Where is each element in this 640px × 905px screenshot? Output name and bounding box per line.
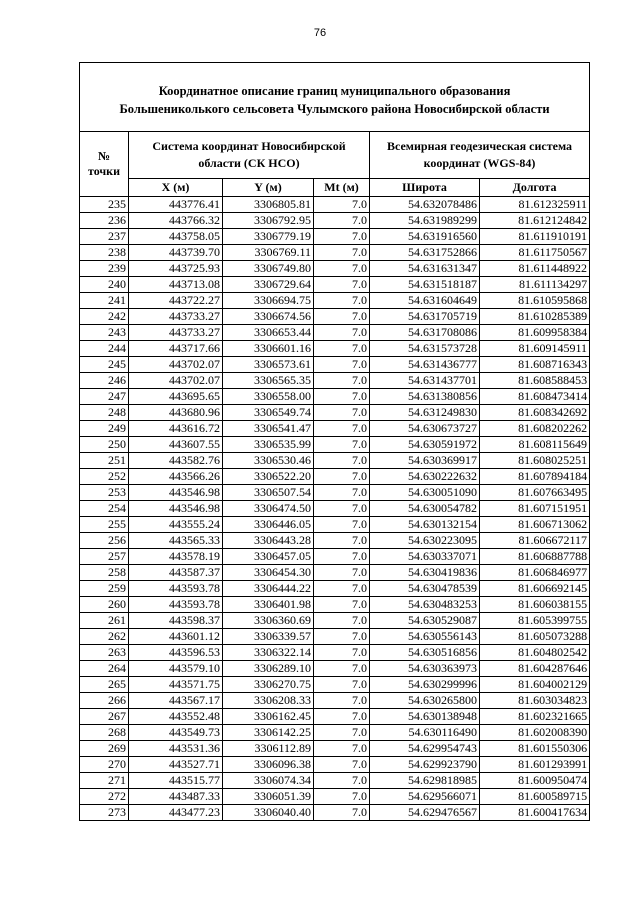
y-cell: 3306443.28 bbox=[223, 533, 314, 549]
longitude-cell: 81.610595868 bbox=[480, 293, 590, 309]
point-number-cell: 237 bbox=[80, 229, 129, 245]
longitude-cell: 81.612124842 bbox=[480, 213, 590, 229]
mt-cell: 7.0 bbox=[314, 501, 370, 517]
mt-cell: 7.0 bbox=[314, 773, 370, 789]
point-number-cell: 245 bbox=[80, 357, 129, 373]
y-cell: 3306074.34 bbox=[223, 773, 314, 789]
mt-cell: 7.0 bbox=[314, 437, 370, 453]
latitude-cell: 54.630116490 bbox=[370, 725, 480, 741]
longitude-cell: 81.604802542 bbox=[480, 645, 590, 661]
latitude-cell: 54.631249830 bbox=[370, 405, 480, 421]
table-row bbox=[80, 485, 590, 501]
longitude-cell: 81.606887788 bbox=[480, 549, 590, 565]
y-cell: 3306749.80 bbox=[223, 261, 314, 277]
point-number-cell: 240 bbox=[80, 277, 129, 293]
x-cell: 443515.77 bbox=[129, 773, 223, 789]
page-number: 76 bbox=[313, 27, 327, 39]
table-row bbox=[80, 565, 590, 581]
longitude-cell: 81.608202262 bbox=[480, 421, 590, 437]
y-cell: 3306051.39 bbox=[223, 789, 314, 805]
longitude-cell: 81.606846977 bbox=[480, 565, 590, 581]
table-row bbox=[80, 805, 590, 821]
x-cell: 443680.96 bbox=[129, 405, 223, 421]
latitude-cell: 54.631631347 bbox=[370, 261, 480, 277]
mt-cell: 7.0 bbox=[314, 693, 370, 709]
mt-cell: 7.0 bbox=[314, 661, 370, 677]
table-row bbox=[80, 741, 590, 757]
table-row bbox=[80, 757, 590, 773]
longitude-cell: 81.605073288 bbox=[480, 629, 590, 645]
table-row bbox=[80, 517, 590, 533]
latitude-cell: 54.631436777 bbox=[370, 357, 480, 373]
y-cell: 3306112.89 bbox=[223, 741, 314, 757]
mt-cell: 7.0 bbox=[314, 469, 370, 485]
point-number-cell: 242 bbox=[80, 309, 129, 325]
mt-cell: 7.0 bbox=[314, 629, 370, 645]
mt-header: Mt (м) bbox=[314, 179, 370, 197]
table-row bbox=[80, 277, 590, 293]
y-cell: 3306805.81 bbox=[223, 197, 314, 213]
table-row bbox=[80, 309, 590, 325]
point-number-cell: 259 bbox=[80, 581, 129, 597]
table-row bbox=[80, 373, 590, 389]
x-header: X (м) bbox=[129, 179, 223, 197]
wgs-system-header: Всемирная геодезическая система координат (WGS-84) bbox=[370, 132, 590, 179]
longitude-cell: 81.602321665 bbox=[480, 709, 590, 725]
mt-cell: 7.0 bbox=[314, 277, 370, 293]
y-cell: 3306507.54 bbox=[223, 485, 314, 501]
longitude-cell: 81.606038155 bbox=[480, 597, 590, 613]
x-cell: 443596.53 bbox=[129, 645, 223, 661]
table-row bbox=[80, 341, 590, 357]
table-row bbox=[80, 773, 590, 789]
y-cell: 3306653.44 bbox=[223, 325, 314, 341]
latitude-cell: 54.630529087 bbox=[370, 613, 480, 629]
table-body bbox=[80, 197, 590, 821]
longitude-cell: 81.606692145 bbox=[480, 581, 590, 597]
mt-cell: 7.0 bbox=[314, 581, 370, 597]
y-cell: 3306549.74 bbox=[223, 405, 314, 421]
x-cell: 443733.27 bbox=[129, 309, 223, 325]
mt-cell: 7.0 bbox=[314, 245, 370, 261]
mt-cell: 7.0 bbox=[314, 725, 370, 741]
point-number-cell: 271 bbox=[80, 773, 129, 789]
point-number-cell: 252 bbox=[80, 469, 129, 485]
point-number-cell: 247 bbox=[80, 389, 129, 405]
x-cell: 443616.72 bbox=[129, 421, 223, 437]
longitude-cell: 81.603034823 bbox=[480, 693, 590, 709]
longitude-cell: 81.608115649 bbox=[480, 437, 590, 453]
x-cell: 443546.98 bbox=[129, 485, 223, 501]
point-number-cell: 265 bbox=[80, 677, 129, 693]
latitude-cell: 54.630222632 bbox=[370, 469, 480, 485]
point-number-cell: 250 bbox=[80, 437, 129, 453]
mt-cell: 7.0 bbox=[314, 613, 370, 629]
table-row bbox=[80, 613, 590, 629]
mt-cell: 7.0 bbox=[314, 757, 370, 773]
latitude-cell: 54.630483253 bbox=[370, 597, 480, 613]
latitude-cell: 54.629818985 bbox=[370, 773, 480, 789]
x-cell: 443555.24 bbox=[129, 517, 223, 533]
latitude-cell: 54.631380856 bbox=[370, 389, 480, 405]
latitude-cell: 54.630051090 bbox=[370, 485, 480, 501]
x-cell: 443552.48 bbox=[129, 709, 223, 725]
point-number-cell: 244 bbox=[80, 341, 129, 357]
latitude-cell: 54.630516856 bbox=[370, 645, 480, 661]
table-row bbox=[80, 261, 590, 277]
y-cell: 3306096.38 bbox=[223, 757, 314, 773]
mt-cell: 7.0 bbox=[314, 517, 370, 533]
mt-cell: 7.0 bbox=[314, 405, 370, 421]
point-number-header: № точки bbox=[80, 132, 129, 197]
table-row bbox=[80, 293, 590, 309]
y-cell: 3306474.50 bbox=[223, 501, 314, 517]
mt-cell: 7.0 bbox=[314, 325, 370, 341]
x-cell: 443776.41 bbox=[129, 197, 223, 213]
point-number-cell: 269 bbox=[80, 741, 129, 757]
latitude-cell: 54.631708086 bbox=[370, 325, 480, 341]
x-cell: 443717.66 bbox=[129, 341, 223, 357]
x-cell: 443593.78 bbox=[129, 597, 223, 613]
x-cell: 443702.07 bbox=[129, 357, 223, 373]
mt-cell: 7.0 bbox=[314, 261, 370, 277]
mt-cell: 7.0 bbox=[314, 709, 370, 725]
point-number-cell: 255 bbox=[80, 517, 129, 533]
longitude-cell: 81.612325911 bbox=[480, 197, 590, 213]
longitude-cell: 81.608025251 bbox=[480, 453, 590, 469]
latitude-cell: 54.631752866 bbox=[370, 245, 480, 261]
y-cell: 3306322.14 bbox=[223, 645, 314, 661]
point-number-cell: 260 bbox=[80, 597, 129, 613]
point-number-cell: 263 bbox=[80, 645, 129, 661]
x-cell: 443601.12 bbox=[129, 629, 223, 645]
mt-cell: 7.0 bbox=[314, 421, 370, 437]
table-row bbox=[80, 501, 590, 517]
mt-cell: 7.0 bbox=[314, 197, 370, 213]
mt-cell: 7.0 bbox=[314, 309, 370, 325]
point-number-cell: 256 bbox=[80, 533, 129, 549]
y-cell: 3306694.75 bbox=[223, 293, 314, 309]
point-number-cell: 272 bbox=[80, 789, 129, 805]
table-row bbox=[80, 533, 590, 549]
longitude-cell: 81.609145911 bbox=[480, 341, 590, 357]
latitude-cell: 54.630299996 bbox=[370, 677, 480, 693]
longitude-cell: 81.604287646 bbox=[480, 661, 590, 677]
longitude-cell: 81.604002129 bbox=[480, 677, 590, 693]
y-cell: 3306541.47 bbox=[223, 421, 314, 437]
point-number-cell: 238 bbox=[80, 245, 129, 261]
point-number-cell: 236 bbox=[80, 213, 129, 229]
latitude-cell: 54.631437701 bbox=[370, 373, 480, 389]
y-cell: 3306360.69 bbox=[223, 613, 314, 629]
point-number-cell: 253 bbox=[80, 485, 129, 501]
longitude-header: Долгота bbox=[480, 179, 590, 197]
table-row bbox=[80, 581, 590, 597]
title-line-2: Большениколького сельсовета Чулымского района Новосибирской области bbox=[119, 102, 550, 116]
y-cell: 3306779.19 bbox=[223, 229, 314, 245]
table-row bbox=[80, 357, 590, 373]
longitude-cell: 81.608716343 bbox=[480, 357, 590, 373]
point-number-cell: 249 bbox=[80, 421, 129, 437]
y-cell: 3306457.05 bbox=[223, 549, 314, 565]
table-row bbox=[80, 453, 590, 469]
point-number-cell: 273 bbox=[80, 805, 129, 821]
latitude-cell: 54.629954743 bbox=[370, 741, 480, 757]
x-cell: 443725.93 bbox=[129, 261, 223, 277]
x-cell: 443722.27 bbox=[129, 293, 223, 309]
longitude-cell: 81.600589715 bbox=[480, 789, 590, 805]
table-row bbox=[80, 229, 590, 245]
x-cell: 443598.37 bbox=[129, 613, 223, 629]
longitude-cell: 81.611910191 bbox=[480, 229, 590, 245]
y-cell: 3306289.10 bbox=[223, 661, 314, 677]
latitude-cell: 54.630223095 bbox=[370, 533, 480, 549]
table-row bbox=[80, 661, 590, 677]
mt-cell: 7.0 bbox=[314, 213, 370, 229]
longitude-cell: 81.600417634 bbox=[480, 805, 590, 821]
y-cell: 3306208.33 bbox=[223, 693, 314, 709]
mt-cell: 7.0 bbox=[314, 373, 370, 389]
y-cell: 3306565.35 bbox=[223, 373, 314, 389]
y-cell: 3306769.11 bbox=[223, 245, 314, 261]
longitude-cell: 81.601550306 bbox=[480, 741, 590, 757]
x-cell: 443713.08 bbox=[129, 277, 223, 293]
longitude-cell: 81.608473414 bbox=[480, 389, 590, 405]
latitude-cell: 54.631573728 bbox=[370, 341, 480, 357]
table-row bbox=[80, 325, 590, 341]
table-row bbox=[80, 421, 590, 437]
table-row bbox=[80, 709, 590, 725]
y-cell: 3306454.30 bbox=[223, 565, 314, 581]
y-cell: 3306339.57 bbox=[223, 629, 314, 645]
table-row bbox=[80, 437, 590, 453]
latitude-cell: 54.631989299 bbox=[370, 213, 480, 229]
mt-cell: 7.0 bbox=[314, 565, 370, 581]
x-cell: 443587.37 bbox=[129, 565, 223, 581]
point-number-cell: 267 bbox=[80, 709, 129, 725]
x-cell: 443695.65 bbox=[129, 389, 223, 405]
point-number-cell: 246 bbox=[80, 373, 129, 389]
y-cell: 3306040.40 bbox=[223, 805, 314, 821]
local-system-header: Система координат Новосибирской области (СК НСО) bbox=[129, 132, 370, 179]
latitude-cell: 54.631916560 bbox=[370, 229, 480, 245]
mt-cell: 7.0 bbox=[314, 453, 370, 469]
point-number-cell: 239 bbox=[80, 261, 129, 277]
longitude-cell: 81.607663495 bbox=[480, 485, 590, 501]
point-number-cell: 261 bbox=[80, 613, 129, 629]
x-cell: 443593.78 bbox=[129, 581, 223, 597]
table-row bbox=[80, 197, 590, 213]
y-cell: 3306522.20 bbox=[223, 469, 314, 485]
point-number-cell: 270 bbox=[80, 757, 129, 773]
latitude-cell: 54.630591972 bbox=[370, 437, 480, 453]
x-cell: 443531.36 bbox=[129, 741, 223, 757]
latitude-cell: 54.631604649 bbox=[370, 293, 480, 309]
x-cell: 443527.71 bbox=[129, 757, 223, 773]
x-cell: 443546.98 bbox=[129, 501, 223, 517]
longitude-cell: 81.607151951 bbox=[480, 501, 590, 517]
y-cell: 3306674.56 bbox=[223, 309, 314, 325]
latitude-cell: 54.630132154 bbox=[370, 517, 480, 533]
latitude-cell: 54.630363973 bbox=[370, 661, 480, 677]
point-number-cell: 254 bbox=[80, 501, 129, 517]
latitude-cell: 54.630265800 bbox=[370, 693, 480, 709]
x-cell: 443566.26 bbox=[129, 469, 223, 485]
mt-cell: 7.0 bbox=[314, 789, 370, 805]
longitude-cell: 81.601293991 bbox=[480, 757, 590, 773]
latitude-cell: 54.630337071 bbox=[370, 549, 480, 565]
x-cell: 443549.73 bbox=[129, 725, 223, 741]
longitude-cell: 81.611750567 bbox=[480, 245, 590, 261]
table-row bbox=[80, 789, 590, 805]
longitude-cell: 81.600950474 bbox=[480, 773, 590, 789]
x-cell: 443571.75 bbox=[129, 677, 223, 693]
y-cell: 3306535.99 bbox=[223, 437, 314, 453]
mt-cell: 7.0 bbox=[314, 549, 370, 565]
point-number-cell: 243 bbox=[80, 325, 129, 341]
y-cell: 3306142.25 bbox=[223, 725, 314, 741]
point-number-cell: 235 bbox=[80, 197, 129, 213]
longitude-cell: 81.607894184 bbox=[480, 469, 590, 485]
x-cell: 443702.07 bbox=[129, 373, 223, 389]
latitude-cell: 54.630556143 bbox=[370, 629, 480, 645]
table-row bbox=[80, 677, 590, 693]
longitude-cell: 81.608342692 bbox=[480, 405, 590, 421]
mt-cell: 7.0 bbox=[314, 357, 370, 373]
longitude-cell: 81.606672117 bbox=[480, 533, 590, 549]
mt-cell: 7.0 bbox=[314, 229, 370, 245]
latitude-cell: 54.630369917 bbox=[370, 453, 480, 469]
mt-cell: 7.0 bbox=[314, 293, 370, 309]
y-cell: 3306573.61 bbox=[223, 357, 314, 373]
table-row bbox=[80, 405, 590, 421]
latitude-header: Широта bbox=[370, 179, 480, 197]
longitude-cell: 81.608588453 bbox=[480, 373, 590, 389]
y-cell: 3306601.16 bbox=[223, 341, 314, 357]
point-number-cell: 241 bbox=[80, 293, 129, 309]
longitude-cell: 81.611134297 bbox=[480, 277, 590, 293]
point-number-cell: 266 bbox=[80, 693, 129, 709]
point-number-cell: 268 bbox=[80, 725, 129, 741]
y-cell: 3306270.75 bbox=[223, 677, 314, 693]
x-cell: 443739.70 bbox=[129, 245, 223, 261]
point-number-cell: 262 bbox=[80, 629, 129, 645]
table-row bbox=[80, 245, 590, 261]
table-row bbox=[80, 645, 590, 661]
x-cell: 443565.33 bbox=[129, 533, 223, 549]
longitude-cell: 81.602008390 bbox=[480, 725, 590, 741]
mt-cell: 7.0 bbox=[314, 805, 370, 821]
x-cell: 443733.27 bbox=[129, 325, 223, 341]
table-row bbox=[80, 629, 590, 645]
longitude-cell: 81.611448922 bbox=[480, 261, 590, 277]
table-row bbox=[80, 389, 590, 405]
x-cell: 443579.10 bbox=[129, 661, 223, 677]
latitude-cell: 54.629476567 bbox=[370, 805, 480, 821]
longitude-cell: 81.605399755 bbox=[480, 613, 590, 629]
mt-cell: 7.0 bbox=[314, 533, 370, 549]
x-cell: 443487.33 bbox=[129, 789, 223, 805]
x-cell: 443766.32 bbox=[129, 213, 223, 229]
table-row bbox=[80, 725, 590, 741]
point-number-cell: 248 bbox=[80, 405, 129, 421]
point-number-cell: 258 bbox=[80, 565, 129, 581]
mt-cell: 7.0 bbox=[314, 677, 370, 693]
table-row bbox=[80, 213, 590, 229]
mt-cell: 7.0 bbox=[314, 741, 370, 757]
x-cell: 443578.19 bbox=[129, 549, 223, 565]
mt-cell: 7.0 bbox=[314, 485, 370, 501]
latitude-cell: 54.630138948 bbox=[370, 709, 480, 725]
point-number-cell: 257 bbox=[80, 549, 129, 565]
latitude-cell: 54.630478539 bbox=[370, 581, 480, 597]
x-cell: 443758.05 bbox=[129, 229, 223, 245]
y-cell: 3306792.95 bbox=[223, 213, 314, 229]
mt-cell: 7.0 bbox=[314, 389, 370, 405]
mt-cell: 7.0 bbox=[314, 645, 370, 661]
latitude-cell: 54.631705719 bbox=[370, 309, 480, 325]
x-cell: 443567.17 bbox=[129, 693, 223, 709]
latitude-cell: 54.632078486 bbox=[370, 197, 480, 213]
title-line-1: Координатное описание границ муниципального образования bbox=[158, 84, 511, 98]
mt-cell: 7.0 bbox=[314, 341, 370, 357]
longitude-cell: 81.610285389 bbox=[480, 309, 590, 325]
y-cell: 3306444.22 bbox=[223, 581, 314, 597]
table-row bbox=[80, 549, 590, 565]
table-row bbox=[80, 469, 590, 485]
table-row bbox=[80, 693, 590, 709]
y-header: Y (м) bbox=[223, 179, 314, 197]
y-cell: 3306558.00 bbox=[223, 389, 314, 405]
x-cell: 443607.55 bbox=[129, 437, 223, 453]
latitude-cell: 54.629566071 bbox=[370, 789, 480, 805]
table-row bbox=[80, 597, 590, 613]
latitude-cell: 54.629923790 bbox=[370, 757, 480, 773]
y-cell: 3306162.45 bbox=[223, 709, 314, 725]
mt-cell: 7.0 bbox=[314, 597, 370, 613]
latitude-cell: 54.630054782 bbox=[370, 501, 480, 517]
y-cell: 3306446.05 bbox=[223, 517, 314, 533]
y-cell: 3306401.98 bbox=[223, 597, 314, 613]
longitude-cell: 81.609958384 bbox=[480, 325, 590, 341]
y-cell: 3306530.46 bbox=[223, 453, 314, 469]
x-cell: 443477.23 bbox=[129, 805, 223, 821]
latitude-cell: 54.631518187 bbox=[370, 277, 480, 293]
latitude-cell: 54.630673727 bbox=[370, 421, 480, 437]
table-title bbox=[80, 63, 590, 132]
coordinates-table bbox=[79, 62, 590, 821]
point-number-cell: 264 bbox=[80, 661, 129, 677]
x-cell: 443582.76 bbox=[129, 453, 223, 469]
point-number-cell: 251 bbox=[80, 453, 129, 469]
y-cell: 3306729.64 bbox=[223, 277, 314, 293]
latitude-cell: 54.630419836 bbox=[370, 565, 480, 581]
longitude-cell: 81.606713062 bbox=[480, 517, 590, 533]
